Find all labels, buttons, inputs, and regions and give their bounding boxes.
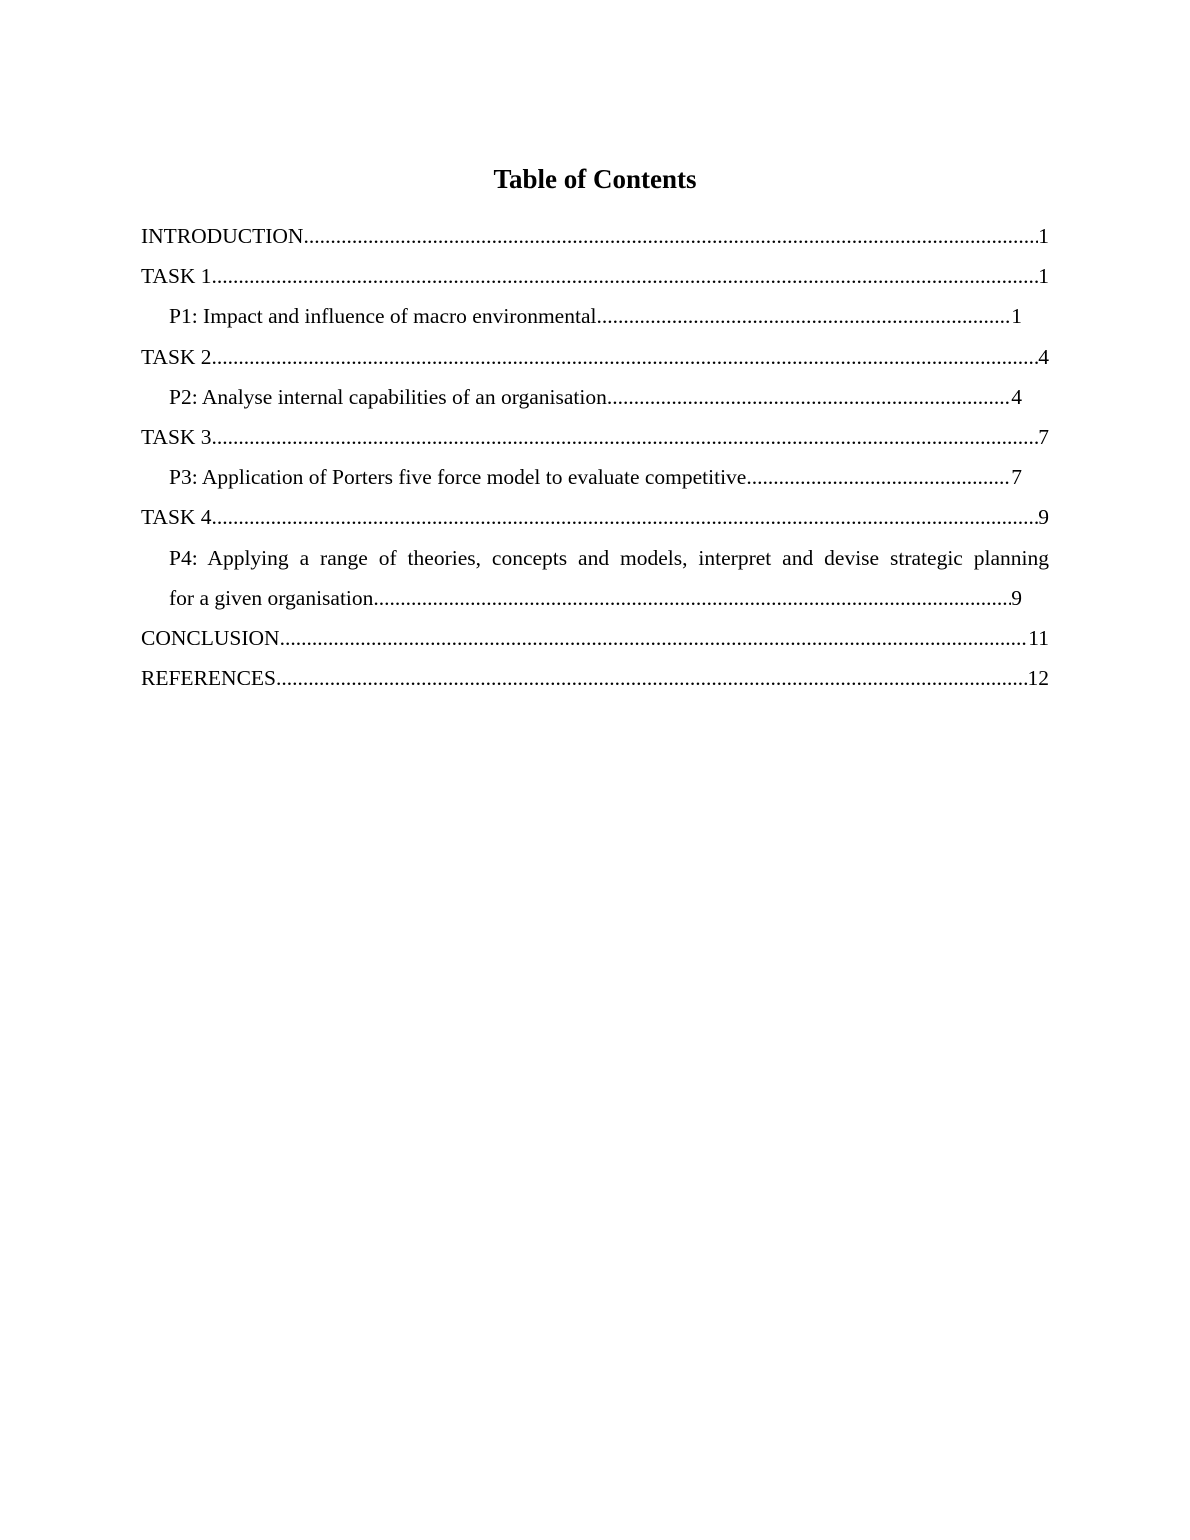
- toc-leader-dots: [607, 377, 1011, 417]
- toc-entry-text: P3: Application of Porters five force model to evaluate competitive: [169, 465, 747, 490]
- toc-title: Table of Contents: [493, 164, 697, 194]
- toc-leader-dots: [212, 417, 1039, 457]
- toc-entry-text: CONCLUSION: [141, 625, 280, 650]
- toc-entry-task-4[interactable]: [141, 497, 1049, 537]
- toc-leader-dots: [280, 618, 1029, 658]
- toc-entry-text: P2: Analyse internal capabilities of an organisation: [169, 384, 607, 409]
- toc-entry-text: REFERENCES: [141, 666, 276, 691]
- toc-page-number: 11: [1028, 625, 1049, 650]
- toc-entry-references[interactable]: [141, 658, 1049, 698]
- toc-entry-p4-line-1[interactable]: [141, 538, 1049, 578]
- toc-entry-p4-line-2[interactable]: [141, 578, 1022, 618]
- toc-entry-p2[interactable]: [141, 377, 1022, 417]
- toc-entry-introduction[interactable]: [141, 216, 1049, 256]
- toc-entry-text: TASK 2: [141, 344, 212, 369]
- toc-entry-task-2[interactable]: [141, 337, 1049, 377]
- toc-entry-text: P1: Impact and influence of macro environmental: [169, 304, 597, 329]
- toc-entry-task-3[interactable]: [141, 417, 1049, 457]
- toc-leader-dots: [596, 296, 1011, 336]
- toc-leader-dots: [212, 337, 1039, 377]
- toc-entry-text: TASK 1: [141, 264, 212, 289]
- toc-page-number: 7: [1038, 424, 1049, 449]
- toc-entry-text: TASK 4: [141, 505, 212, 530]
- toc-page-number: 9: [1038, 505, 1049, 530]
- toc-entry-text: TASK 3: [141, 424, 212, 449]
- toc-leader-dots: [303, 216, 1038, 256]
- toc-page-number: 1: [1038, 224, 1049, 248]
- toc-entry-p1[interactable]: [141, 296, 1022, 336]
- toc-entry-conclusion[interactable]: [141, 618, 1049, 658]
- toc-entry-text: INTRODUCTION: [141, 224, 304, 248]
- toc-entry-text: for a given organisation: [169, 585, 374, 610]
- toc-leader-dots: [746, 457, 1011, 497]
- toc-page-number: 1: [1011, 304, 1022, 329]
- toc-leader-dots: [373, 578, 1011, 618]
- toc-leader-dots: [212, 497, 1039, 537]
- toc-page-number: 7: [1011, 465, 1022, 490]
- toc-leader-dots: [212, 256, 1039, 296]
- toc-page-number: 12: [1027, 666, 1049, 691]
- toc-entry-text: P4: Applying a range of theories, concepts and models, interpret and devise strategic planning: [169, 545, 1049, 570]
- toc-leader-dots: [276, 658, 1028, 698]
- toc-page-number: 9: [1011, 585, 1022, 610]
- toc-page-number: 1: [1038, 264, 1049, 289]
- toc-list: [141, 216, 1049, 698]
- toc-entry-p3[interactable]: [141, 457, 1022, 497]
- toc-page-number: 4: [1038, 344, 1049, 369]
- toc-page-number: 4: [1011, 384, 1022, 409]
- toc-entry-task-1[interactable]: [141, 256, 1049, 296]
